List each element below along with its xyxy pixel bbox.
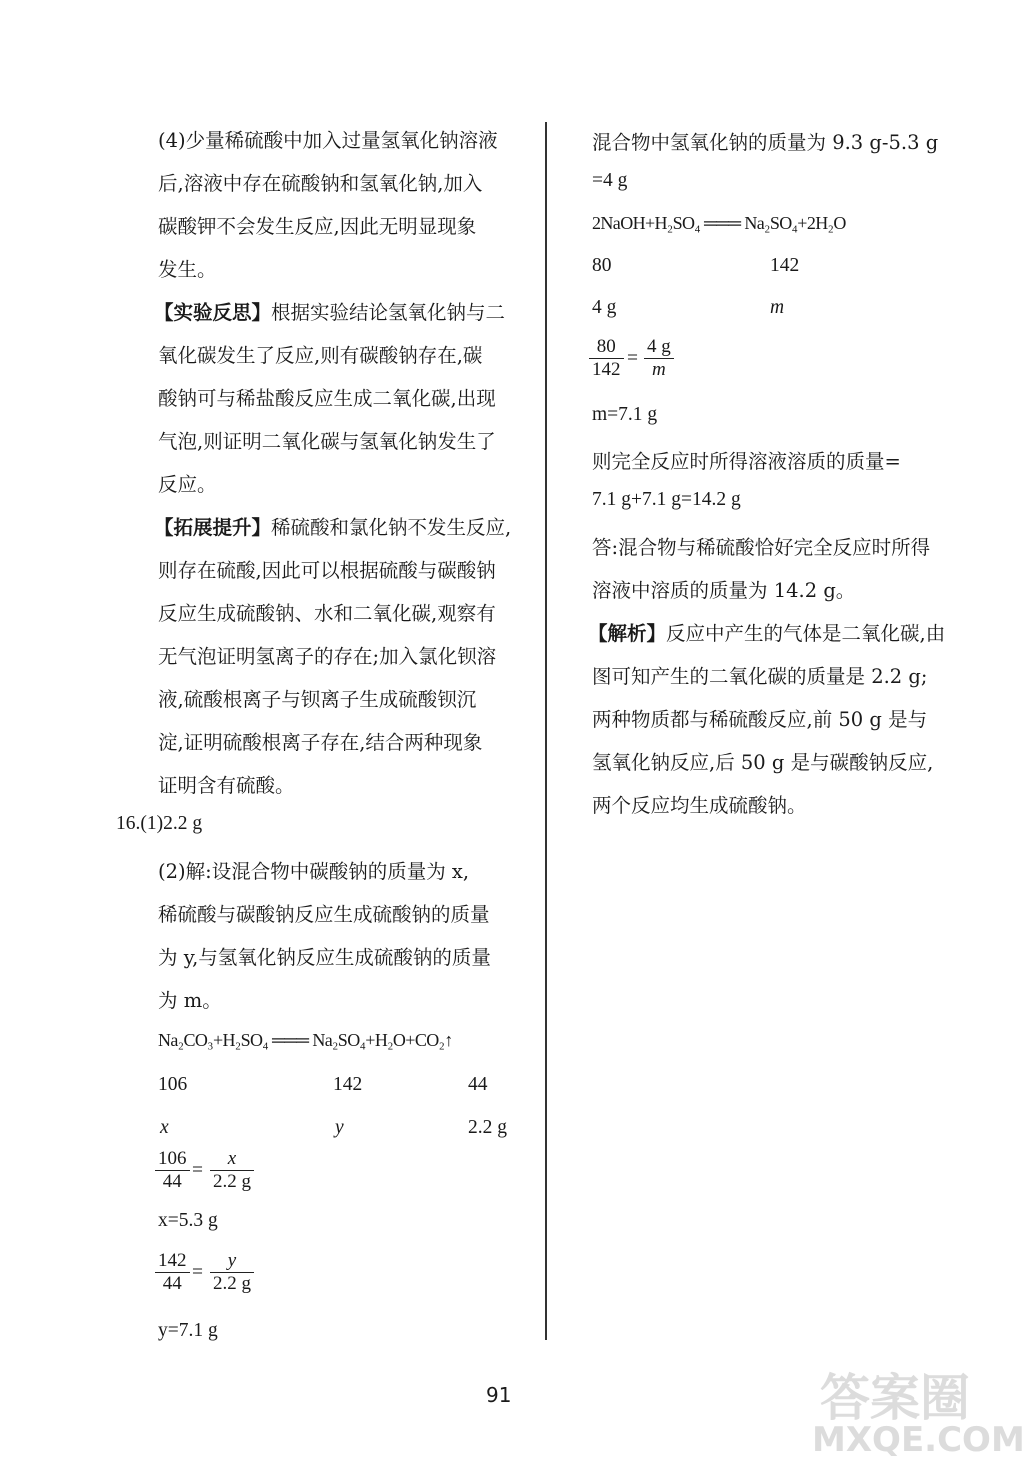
result-y: y=7.1 g <box>158 1320 218 1341</box>
analysis-line-5: 两个反应均生成硫酸钠。 <box>592 794 807 817</box>
page-number: 91 <box>486 1383 512 1407</box>
fraction-denominator: 142 <box>589 358 624 381</box>
naoh-mass-line-2: =4 g <box>592 170 628 191</box>
equals-sign: = <box>192 1262 203 1283</box>
fraction-80-142 <box>589 336 624 381</box>
result-x: x=5.3 g <box>158 1210 218 1231</box>
equals-sign: = <box>192 1160 203 1181</box>
eq2-row1-col1: 80 <box>592 255 612 276</box>
fraction-y-2.2g <box>210 1250 254 1295</box>
column-divider <box>545 122 547 1340</box>
reflect-paragraph <box>154 297 505 325</box>
eq2-row1-col2: 142 <box>770 255 800 276</box>
eq1-row1-col1: 106 <box>158 1074 188 1095</box>
fraction-106-44 <box>155 1148 190 1193</box>
fraction-numerator: 142 <box>158 1250 187 1271</box>
answer-line-1: 答:混合物与稀硫酸恰好完全反应时所得 <box>592 536 931 559</box>
fraction-denominator: 2.2 g <box>210 1272 254 1295</box>
fraction-numerator: 4 g <box>647 336 671 357</box>
extend-line-1: 稀硫酸和氯化钠不发生反应, <box>271 516 512 539</box>
p4-line-4: 发生。 <box>158 258 217 281</box>
fraction-denominator: 44 <box>155 1170 190 1193</box>
extend-heading: 【拓展提升】 <box>154 516 272 539</box>
eq1-row2-col2: y <box>335 1117 344 1138</box>
analysis-line-2: 图可知产生的二氧化碳的质量是 2.2 g; <box>592 665 928 688</box>
p4-line-1: (4)少量稀硫酸中加入过量氢氧化钠溶液 <box>158 129 498 152</box>
reflect-line-2: 氧化碳发生了反应,则有碳酸钠存在,碳 <box>158 344 483 367</box>
p4-line-2: 后,溶液中存在硫酸钠和氢氧化钠,加入 <box>158 172 483 195</box>
analysis-line-4: 氢氧化钠反应,后 50 g 是与碳酸钠反应, <box>592 751 934 774</box>
eq1-row2-col1: x <box>160 1117 169 1138</box>
total-line-1: 则完全反应时所得溶液溶质的质量= <box>592 450 901 473</box>
extend-line-6: 淀,证明硫酸根离子存在,结合两种现象 <box>158 731 483 754</box>
analysis-heading: 【解析】 <box>588 622 667 645</box>
equals-sign: = <box>627 348 638 369</box>
q16-part2-line-2: 稀硫酸与碳酸钠反应生成硫酸钠的质量 <box>158 903 490 926</box>
reflect-heading: 【实验反思】 <box>154 301 272 324</box>
fraction-4g-m <box>644 336 674 381</box>
extend-line-3: 反应生成硫酸钠、水和二氧化碳,观察有 <box>158 602 496 625</box>
analysis-paragraph <box>588 618 945 646</box>
extend-line-7: 证明含有硫酸。 <box>158 774 295 797</box>
q16-part2-line-4: 为 m。 <box>158 989 222 1012</box>
eq1-row1-col3: 44 <box>468 1074 488 1095</box>
extend-paragraph <box>154 512 511 540</box>
fraction-numerator: x <box>227 1148 237 1169</box>
reflect-line-4: 气泡,则证明二氧化碳与氢氧化钠发生了 <box>158 430 496 453</box>
result-m: m=7.1 g <box>592 404 658 425</box>
p4-line-3: 碳酸钾不会发生反应,因此无明显现象 <box>158 215 477 238</box>
fraction-x-2.2g <box>210 1148 254 1193</box>
analysis-line-1: 反应中产生的气体是二氧化碳,由 <box>666 622 946 645</box>
answer-line-2: 溶液中溶质的质量为 14.2 g。 <box>592 579 856 602</box>
equation-na2co3: Na₂CO₃+H₂SO₄ ═══ Na₂SO₄+H₂O+CO₂↑ <box>158 1030 453 1050</box>
eq2-row2-col2: m <box>770 297 785 318</box>
eq2-row2-col1: 4 g <box>592 297 617 318</box>
equation-naoh: 2NaOH+H₂SO₄ ═══ Na₂SO₄+2H₂O <box>592 213 846 233</box>
reflect-line-3: 酸钠可与稀盐酸反应生成二氧化碳,出现 <box>158 387 496 410</box>
reflect-line-1: 根据实验结论氢氧化钠与二 <box>271 301 506 324</box>
watermark-logo: 答案圈 <box>820 1369 970 1427</box>
naoh-mass-line-1: 混合物中氢氧化钠的质量为 9.3 g-5.3 g <box>592 131 939 154</box>
fraction-denominator: 44 <box>155 1272 190 1295</box>
fraction-denominator: m <box>644 358 674 381</box>
fraction-numerator: 80 <box>596 336 616 357</box>
q16-part2-line-3: 为 y,与氢氧化钠反应生成硫酸钠的质量 <box>158 946 491 969</box>
extend-line-4: 无气泡证明氢离子的存在;加入氯化钡溶 <box>158 645 497 668</box>
q16-part2-line-1: (2)解:设混合物中碳酸钠的质量为 x, <box>158 860 470 883</box>
extend-line-2: 则存在硫酸,因此可以根据硫酸与碳酸钠 <box>158 559 496 582</box>
q16-part1: 16.(1)2.2 g <box>116 813 203 834</box>
fraction-numerator: 106 <box>158 1148 187 1169</box>
extend-line-5: 液,硫酸根离子与钡离子生成硫酸钡沉 <box>158 688 477 711</box>
eq1-row2-col3: 2.2 g <box>468 1117 507 1138</box>
reflect-line-5: 反应。 <box>158 473 217 496</box>
watermark-url: MXQE.COM <box>812 1420 1025 1460</box>
analysis-line-3: 两种物质都与稀硫酸反应,前 50 g 是与 <box>592 708 928 731</box>
fraction-numerator: y <box>227 1250 237 1271</box>
eq1-row1-col2: 142 <box>333 1074 363 1095</box>
fraction-142-44 <box>155 1250 190 1295</box>
fraction-denominator: 2.2 g <box>210 1170 254 1193</box>
total-line-2: 7.1 g+7.1 g=14.2 g <box>592 489 741 510</box>
